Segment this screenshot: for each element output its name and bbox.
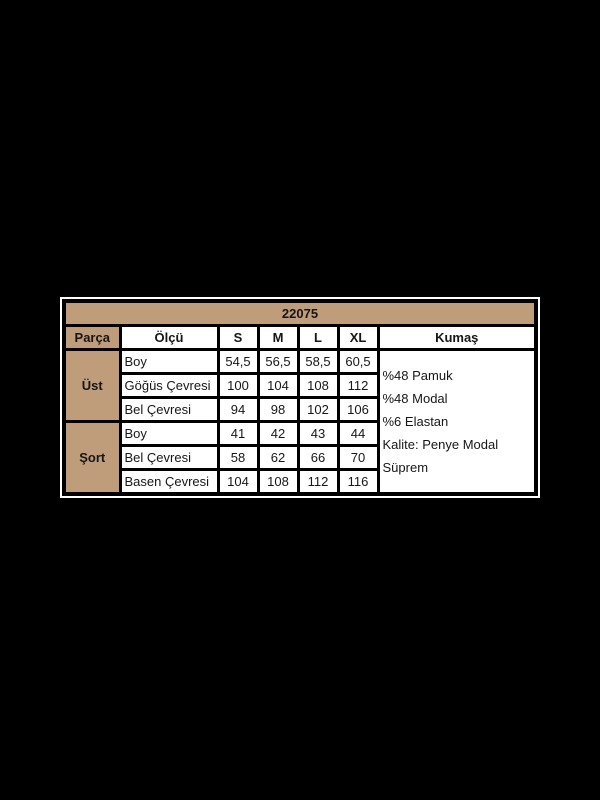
size-value-cell: 108 — [258, 470, 298, 495]
size-value-cell: 112 — [338, 374, 378, 398]
fabric-line: Süprem — [382, 460, 429, 475]
measure-label: Bel Çevresi — [120, 398, 218, 422]
table-row — [64, 326, 536, 350]
size-chart-table — [62, 299, 538, 496]
size-value-cell: 94 — [218, 398, 258, 422]
column-header-size-m: M — [258, 326, 298, 350]
measure-label: Bel Çevresi — [120, 446, 218, 470]
section-label-sort: Şort — [64, 422, 120, 495]
measure-label: Göğüs Çevresi — [120, 374, 218, 398]
fabric-line: %48 Modal — [382, 391, 448, 406]
size-value-cell: 42 — [258, 422, 298, 446]
fabric-line: %6 Elastan — [382, 414, 449, 429]
size-value-cell: 104 — [218, 470, 258, 495]
size-value-cell: 70 — [338, 446, 378, 470]
size-value-cell: 56,5 — [258, 350, 298, 374]
table-row — [64, 350, 536, 374]
size-value-cell: 104 — [258, 374, 298, 398]
column-header-size-l: L — [298, 326, 338, 350]
size-value-cell: 43 — [298, 422, 338, 446]
measure-label: Basen Çevresi — [120, 470, 218, 495]
column-header-olcu: Ölçü — [120, 326, 218, 350]
column-header-size-xl: XL — [338, 326, 378, 350]
size-value-cell: 54,5 — [218, 350, 258, 374]
table-row — [64, 301, 536, 326]
product-code-cell: 22075 — [64, 301, 536, 326]
measure-label: Boy — [120, 350, 218, 374]
column-header-kumas: Kumaş — [378, 326, 536, 350]
section-label-ust: Üst — [64, 350, 120, 422]
measure-label: Boy — [120, 422, 218, 446]
size-value-cell: 62 — [258, 446, 298, 470]
column-header-size-s: S — [218, 326, 258, 350]
size-value-cell: 66 — [298, 446, 338, 470]
size-chart-frame — [60, 297, 540, 498]
size-value-cell: 108 — [298, 374, 338, 398]
column-header-parca: Parça — [64, 326, 120, 350]
size-value-cell: 100 — [218, 374, 258, 398]
fabric-line: %48 Pamuk — [382, 368, 453, 383]
size-value-cell: 106 — [338, 398, 378, 422]
size-value-cell: 98 — [258, 398, 298, 422]
size-value-cell: 112 — [298, 470, 338, 495]
size-value-cell: 44 — [338, 422, 378, 446]
fabric-line: Kalite: Penye Modal — [382, 437, 499, 452]
size-value-cell: 102 — [298, 398, 338, 422]
size-value-cell: 58,5 — [298, 350, 338, 374]
size-value-cell: 116 — [338, 470, 378, 495]
fabric-info-cell — [378, 350, 536, 495]
size-value-cell: 41 — [218, 422, 258, 446]
size-value-cell: 58 — [218, 446, 258, 470]
size-value-cell: 60,5 — [338, 350, 378, 374]
